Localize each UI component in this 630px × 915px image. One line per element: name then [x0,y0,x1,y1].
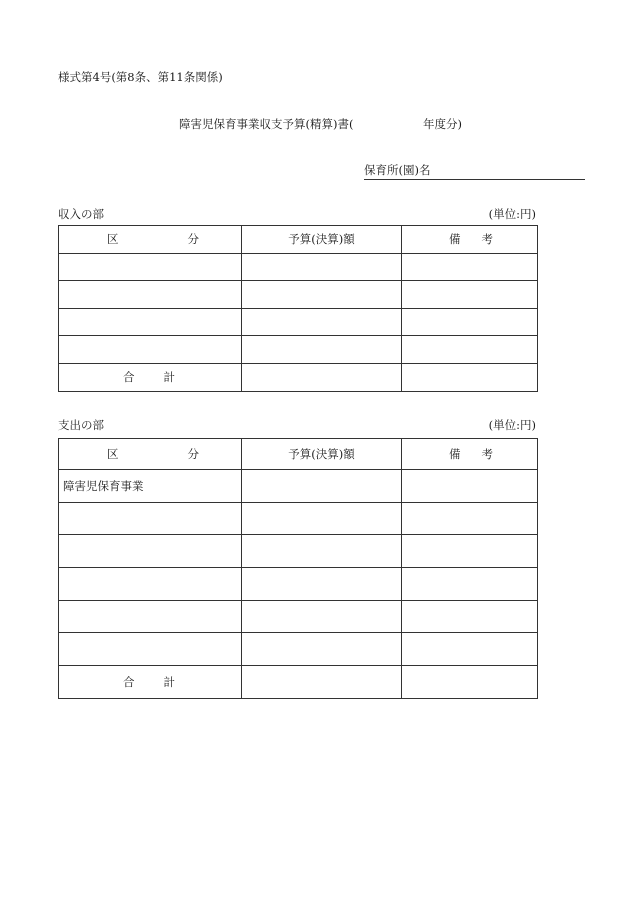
expense-row [59,470,538,503]
income-row-remarks[interactable] [402,253,538,281]
income-header-category: 区 分 [59,226,242,254]
expense-table [58,438,538,699]
income-row [59,308,538,336]
expense-row [59,600,538,633]
income-row-amount[interactable] [242,281,402,309]
expense-total-label: 合 計 [59,666,242,699]
income-row [59,336,538,364]
expense-row [59,535,538,568]
expense-row-remarks[interactable] [402,502,538,535]
expense-row-category[interactable] [59,535,242,568]
income-total-row [59,363,538,391]
expense-row [59,568,538,601]
expense-unit-label: (単位:円) [488,418,536,432]
expense-row-category[interactable] [59,633,242,666]
income-total-amount[interactable] [242,363,402,391]
expense-row-remarks[interactable] [402,535,538,568]
income-row-amount[interactable] [242,253,402,281]
expense-row-category[interactable] [59,568,242,601]
expense-row-amount[interactable] [242,568,402,601]
expense-section-title: 支出の部 [58,418,104,432]
income-row-category[interactable] [59,308,242,336]
expense-row-amount[interactable] [242,535,402,568]
expense-header-remarks: 備 考 [402,439,538,470]
expense-row-amount[interactable] [242,633,402,666]
income-header-remarks: 備 考 [402,226,538,254]
expense-row-remarks[interactable] [402,470,538,503]
facility-name-field: 保育所(園)名 [364,165,585,180]
expense-row-category[interactable] [59,502,242,535]
expense-row [59,502,538,535]
income-row-category[interactable] [59,253,242,281]
income-unit-label: (単位:円) [488,207,536,221]
expense-total-row [59,666,538,699]
income-total-remarks[interactable] [402,363,538,391]
expense-row-amount[interactable] [242,600,402,633]
expense-header-row [59,439,538,470]
expense-row-remarks[interactable] [402,568,538,601]
income-table [58,225,538,392]
expense-row-category[interactable] [59,600,242,633]
income-row-remarks[interactable] [402,308,538,336]
income-row-remarks[interactable] [402,336,538,364]
expense-row-amount[interactable] [242,470,402,503]
expense-row-remarks[interactable] [402,600,538,633]
expense-total-amount[interactable] [242,666,402,699]
income-row [59,253,538,281]
income-row-category[interactable] [59,336,242,364]
expense-header-category: 区 分 [59,439,242,470]
income-row-amount[interactable] [242,308,402,336]
document-title: 障害児保育事業収支予算(精算)書( [179,117,354,131]
expense-row-remarks[interactable] [402,633,538,666]
income-header-amount: 予算(決算)額 [242,226,402,254]
income-header-row [59,226,538,254]
expense-header-amount: 予算(決算)額 [242,439,402,470]
document-title-year: 年度分) [423,117,462,131]
expense-row-category[interactable]: 障害児保育事業 [59,470,242,503]
income-row-remarks[interactable] [402,281,538,309]
form-number: 様式第4号(第8条、第11条関係) [58,70,223,84]
expense-row [59,633,538,666]
income-row-category[interactable] [59,281,242,309]
income-section-title: 収入の部 [58,207,104,221]
expense-row-amount[interactable] [242,502,402,535]
expense-total-remarks[interactable] [402,666,538,699]
income-row [59,281,538,309]
income-total-label: 合 計 [59,363,242,391]
income-row-amount[interactable] [242,336,402,364]
